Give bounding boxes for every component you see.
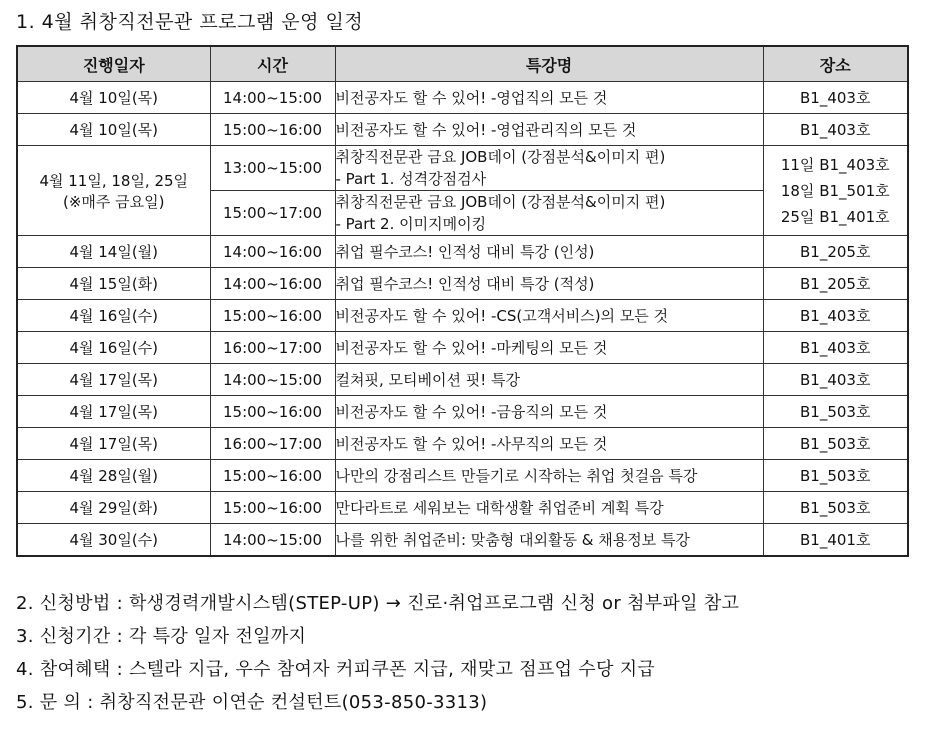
- place-line: 18일 B1_501호: [780, 181, 890, 200]
- place-line: 11일 B1_403호: [780, 155, 890, 174]
- cell-lecture-name: 컬쳐핏, 모티베이션 핏! 특강: [335, 364, 763, 396]
- table-header-row: [17, 46, 908, 82]
- cell-lecture-name: 비전공자도 할 수 있어! -영업직의 모든 것: [335, 82, 763, 114]
- note-apply-method: 2. 신청방법 : 학생경력개발시스템(STEP-UP) → 진로·취업프로그램 신청 or 첨부파일 참고: [16, 593, 740, 614]
- lecture-part-line: - Part 1. 성격강점검사: [335, 170, 487, 188]
- cell-date: 4월 15일(화): [17, 268, 210, 300]
- cell-place: B1_503호: [763, 492, 908, 524]
- note-contact: 5. 문 의 : 취창직전문관 이연순 컨설턴트(053-850-3313): [16, 692, 488, 713]
- cell-lecture-name: 나만의 강점리스트 만들기로 시작하는 취업 첫걸음 특강: [335, 460, 763, 492]
- cell-place: B1_205호: [763, 268, 908, 300]
- cell-place: B1_503호: [763, 396, 908, 428]
- table-row: [17, 300, 908, 332]
- notes-section: [16, 590, 739, 722]
- cell-lecture-name: 만다라트로 세워보는 대학생활 취업준비 계획 특강: [335, 492, 763, 524]
- header-lecture-name: 특강명: [335, 46, 763, 82]
- table-row: [17, 364, 908, 396]
- cell-date: 4월 28일(월): [17, 460, 210, 492]
- cell-date: 4월 16일(수): [17, 300, 210, 332]
- table-row: [17, 114, 908, 146]
- cell-place: B1_205호: [763, 236, 908, 268]
- cell-date: 4월 29일(화): [17, 492, 210, 524]
- schedule-table: [16, 45, 909, 557]
- cell-place: B1_503호: [763, 428, 908, 460]
- note-benefits: 4. 참여혜택 : 스텔라 지급, 우수 참여자 커피쿠폰 지급, 재맞고 점프업 수당 지급: [16, 659, 656, 680]
- table-row: [17, 396, 908, 428]
- cell-date: 4월 10일(목): [17, 114, 210, 146]
- cell-time: 15:00~16:00: [210, 114, 335, 146]
- table-row: [17, 82, 908, 114]
- table-row: [17, 492, 908, 524]
- table-row: [17, 236, 908, 268]
- cell-date: 4월 17일(목): [17, 396, 210, 428]
- header-place: 장소: [763, 46, 908, 82]
- note-apply-period: 3. 신청기간 : 각 특강 일자 전일까지: [16, 626, 307, 647]
- cell-time: 16:00~17:00: [210, 332, 335, 364]
- cell-time: 14:00~15:00: [210, 364, 335, 396]
- section-title: 1. 4월 취창직전문관 프로그램 운영 일정: [16, 11, 364, 33]
- cell-friday-date: [17, 146, 210, 236]
- cell-lecture-name: 나를 위한 취업준비: 맞춤형 대외활동 & 채용정보 특강: [335, 524, 763, 557]
- cell-lecture-name: 비전공자도 할 수 있어! -영업관리직의 모든 것: [335, 114, 763, 146]
- header-time: 시간: [210, 46, 335, 82]
- cell-friday-places: [763, 146, 908, 236]
- cell-time: 15:00~16:00: [210, 460, 335, 492]
- lecture-title-line: 취창직전문관 금요 JOB데이 (강점분석&이미지 편): [335, 193, 666, 211]
- cell-date: 4월 17일(목): [17, 364, 210, 396]
- cell-lecture-name: 취업 필수코스! 인적성 대비 특강 (인성): [335, 236, 763, 268]
- cell-time: 15:00~16:00: [210, 396, 335, 428]
- table-row: [17, 524, 908, 557]
- cell-place: B1_403호: [763, 114, 908, 146]
- cell-place: B1_403호: [763, 82, 908, 114]
- cell-date: 4월 10일(목): [17, 82, 210, 114]
- cell-lecture-name: 취업 필수코스! 인적성 대비 특강 (적성): [335, 268, 763, 300]
- table-row: [17, 268, 908, 300]
- cell-lecture-name: [335, 191, 763, 236]
- cell-lecture-name: 비전공자도 할 수 있어! -CS(고객서비스)의 모든 것: [335, 300, 763, 332]
- header-date: 진행일자: [17, 46, 210, 82]
- cell-time: 14:00~16:00: [210, 268, 335, 300]
- cell-place: B1_403호: [763, 300, 908, 332]
- lecture-part-line: - Part 2. 이미지메이킹: [335, 215, 487, 233]
- cell-lecture-name: [335, 146, 763, 191]
- cell-time: 15:00~17:00: [210, 191, 335, 236]
- table-row: [17, 460, 908, 492]
- table-row: [17, 428, 908, 460]
- cell-time: 14:00~15:00: [210, 524, 335, 557]
- cell-date: 4월 30일(수): [17, 524, 210, 557]
- cell-date: 4월 14일(월): [17, 236, 210, 268]
- cell-time: 15:00~16:00: [210, 492, 335, 524]
- cell-lecture-name: 비전공자도 할 수 있어! -마케팅의 모든 것: [335, 332, 763, 364]
- cell-date: 4월 16일(수): [17, 332, 210, 364]
- cell-time: 13:00~15:00: [210, 146, 335, 191]
- cell-time: 15:00~16:00: [210, 300, 335, 332]
- cell-time: 16:00~17:00: [210, 428, 335, 460]
- cell-time: 14:00~15:00: [210, 82, 335, 114]
- cell-place: B1_503호: [763, 460, 908, 492]
- cell-time: 14:00~16:00: [210, 236, 335, 268]
- cell-lecture-name: 비전공자도 할 수 있어! -금융직의 모든 것: [335, 396, 763, 428]
- cell-date: 4월 17일(목): [17, 428, 210, 460]
- cell-lecture-name: 비전공자도 할 수 있어! -사무직의 모든 것: [335, 428, 763, 460]
- cell-place: B1_401호: [763, 524, 908, 557]
- cell-place: B1_403호: [763, 332, 908, 364]
- place-line: 25일 B1_401호: [780, 207, 890, 226]
- friday-date-note: (※매주 금요일): [63, 192, 165, 211]
- cell-place: B1_403호: [763, 364, 908, 396]
- table-row: [17, 332, 908, 364]
- lecture-title-line: 취창직전문관 금요 JOB데이 (강점분석&이미지 편): [335, 148, 666, 166]
- table-row-friday-part1: [17, 146, 908, 191]
- friday-date-line: 4월 11일, 18일, 25일: [39, 171, 189, 190]
